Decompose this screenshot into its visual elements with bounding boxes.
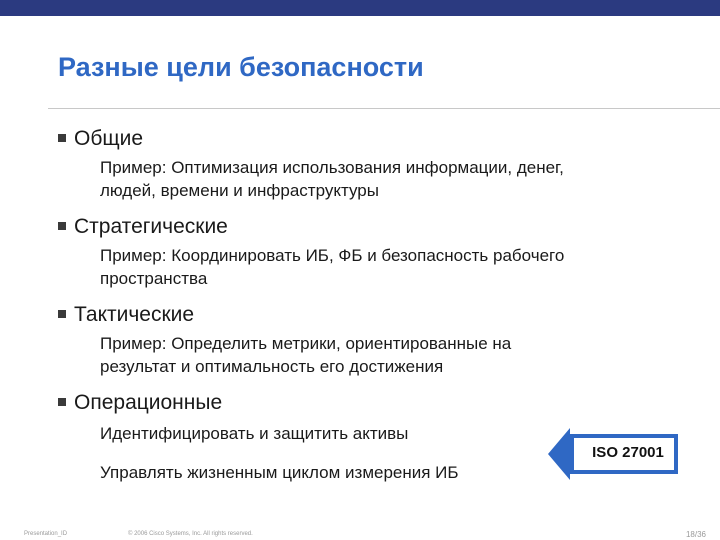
bullet-strategic — [58, 214, 698, 240]
iso-standard-label: ISO 27001 — [592, 444, 664, 461]
title-divider — [48, 108, 720, 109]
bullet-heading: Операционные — [74, 391, 223, 414]
square-bullet-icon — [58, 222, 66, 230]
goal-group-general — [58, 126, 698, 202]
sub-text-line: Пример: Оптимизация использования информации, денег, — [100, 158, 564, 177]
goal-group-strategic — [58, 214, 698, 290]
square-bullet-icon — [58, 134, 66, 142]
sub-text-line: Пример: Координировать ИБ, ФБ и безопасность рабочего — [100, 246, 565, 265]
iso-arrow-callout — [548, 428, 678, 480]
slide-top-bar — [0, 0, 720, 16]
bullet-heading: Стратегические — [74, 215, 228, 238]
sub-text-line: Идентифицировать и защитить активы — [100, 424, 409, 443]
bullet-heading: Тактические — [74, 303, 195, 326]
sub-text-line: Управлять жизненным циклом измерения ИБ — [100, 463, 459, 482]
slide-footer — [0, 528, 720, 540]
sub-text-line: Пример: Определить метрики, ориентированные на — [100, 334, 512, 353]
page-number: 18/36 — [685, 530, 706, 539]
bullet-tactical — [58, 302, 698, 328]
goal-group-tactical — [58, 302, 698, 378]
footer-presentation-id: Presentation_ID — [24, 531, 68, 537]
square-bullet-icon — [58, 398, 66, 406]
bullet-operational — [58, 390, 698, 416]
sub-text-line: людей, времени и инфраструктуры — [100, 181, 379, 200]
bullet-heading: Общие — [74, 127, 144, 150]
sub-text-line: пространства — [100, 269, 208, 288]
footer-copyright: © 2006 Cisco Systems, Inc. All rights reserved. — [128, 531, 253, 537]
sub-text-line: результат и оптимальность его достижения — [100, 357, 444, 376]
square-bullet-icon — [58, 310, 66, 318]
slide-title: Разные цели безопасности — [58, 52, 424, 82]
bullet-general — [58, 126, 698, 152]
